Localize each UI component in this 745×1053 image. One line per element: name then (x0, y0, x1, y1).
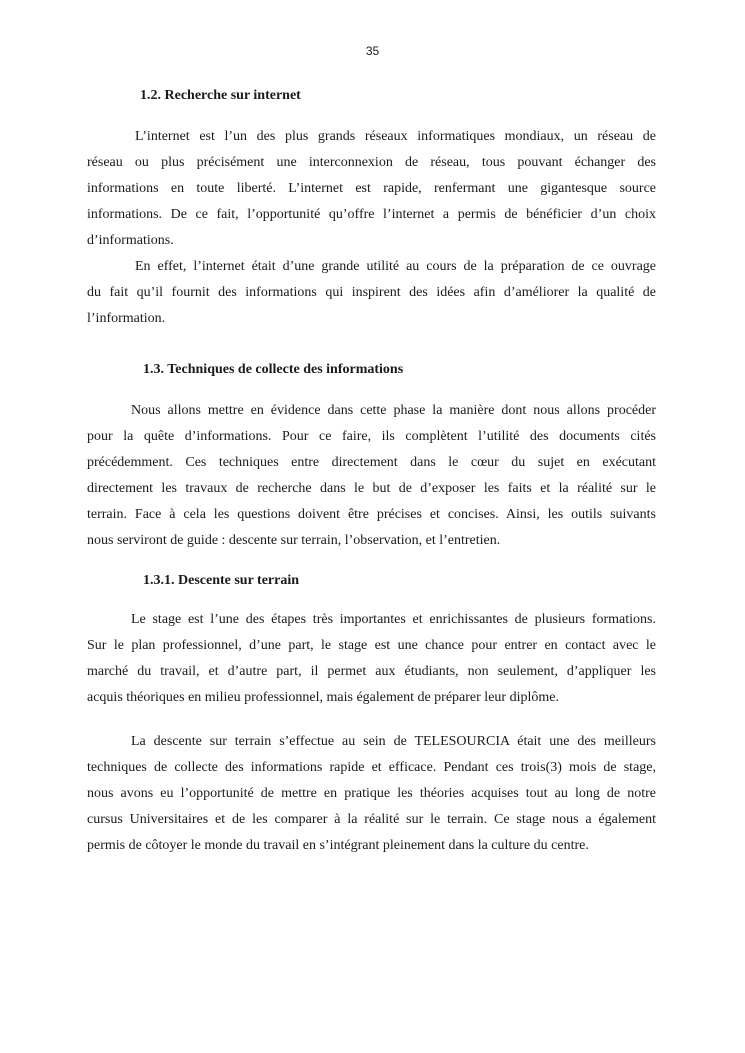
text-line: d’informations. (87, 233, 174, 248)
text-line: terrain. Face à cela les questions doivent être précises et concises. Ainsi, les outils suivants (87, 507, 656, 522)
paragraph-internet-utility (87, 254, 656, 332)
text-line: permis de côtoyer le monde du travail en s’intégrant pleinement dans la culture du centre. (87, 838, 589, 853)
text-line: Nous allons mettre en évidence dans cette phase la manière dont nous allons procéder (131, 403, 656, 418)
text-line: La descente sur terrain s’effectue au sein de TELESOURCIA était une des meilleurs (131, 734, 656, 749)
text-line: acquis théoriques en milieu professionnel, mais également de préparer leur diplôme. (87, 690, 559, 705)
text-line: informations en toute liberté. L’internet est rapide, renfermant une gigantesque source (87, 181, 656, 196)
text-line: informations. De ce fait, l’opportunité qu’offre l’internet a permis de bénéficier d’un choix (87, 207, 656, 222)
paragraph-field-visit (87, 729, 656, 859)
text-line: L’internet est l’un des plus grands réseaux informatiques mondiaux, un réseau de (135, 129, 656, 144)
section-heading-1-2: 1.2. Recherche sur internet (140, 88, 301, 103)
section-heading-1-3-1: 1.3.1. Descente sur terrain (143, 573, 300, 588)
text-line: En effet, l’internet était d’une grande utilité au cours de la préparation de ce ouvrage (135, 259, 656, 274)
text-line: du fait qu’il fournit des informations qui inspirent des idées afin d’améliorer la qualité de (87, 285, 656, 300)
paragraph-internet-intro (87, 124, 656, 254)
text-line: Sur le plan professionnel, d’une part, le stage est une chance pour entrer en contact avec le (87, 638, 656, 653)
text-line: pour la quête d’informations. Pour ce faire, ils complètent l’utilité des documents cités (87, 429, 656, 444)
text-line: nous serviront de guide : descente sur terrain, l’observation, et l’entretien. (87, 533, 501, 548)
page-number: 35 (365, 44, 380, 58)
paragraph-collection-techniques (87, 398, 656, 554)
section-heading-1-3: 1.3. Techniques de collecte des informations (143, 362, 404, 377)
text-line: précédemment. Ces techniques entre directement dans le cœur du sujet en exécutant (87, 455, 656, 470)
paragraph-internship-overview (87, 607, 656, 711)
text-line: techniques de collecte des informations rapide et efficace. Pendant ces trois(3) mois de stage, (87, 760, 656, 775)
text-line: réseau ou plus précisément une interconnexion de réseau, tous pouvant échanger des (87, 155, 656, 170)
text-line: nous avons eu l’opportunité de mettre en pratique les théories acquises tout au long de notre (87, 786, 656, 801)
text-line: directement les travaux de recherche dans le but de d’exposer les faits et la réalité sur le (87, 481, 656, 496)
text-line: cursus Universitaires et de les comparer à la réalité sur le terrain. Ce stage nous a également (87, 812, 656, 827)
text-line: l’information. (87, 311, 166, 326)
text-line: Le stage est l’une des étapes très importantes et enrichissantes de plusieurs formations. (131, 612, 656, 627)
text-line: marché du travail, et d’autre part, il permet aux étudiants, non seulement, d’appliquer les (87, 664, 656, 679)
